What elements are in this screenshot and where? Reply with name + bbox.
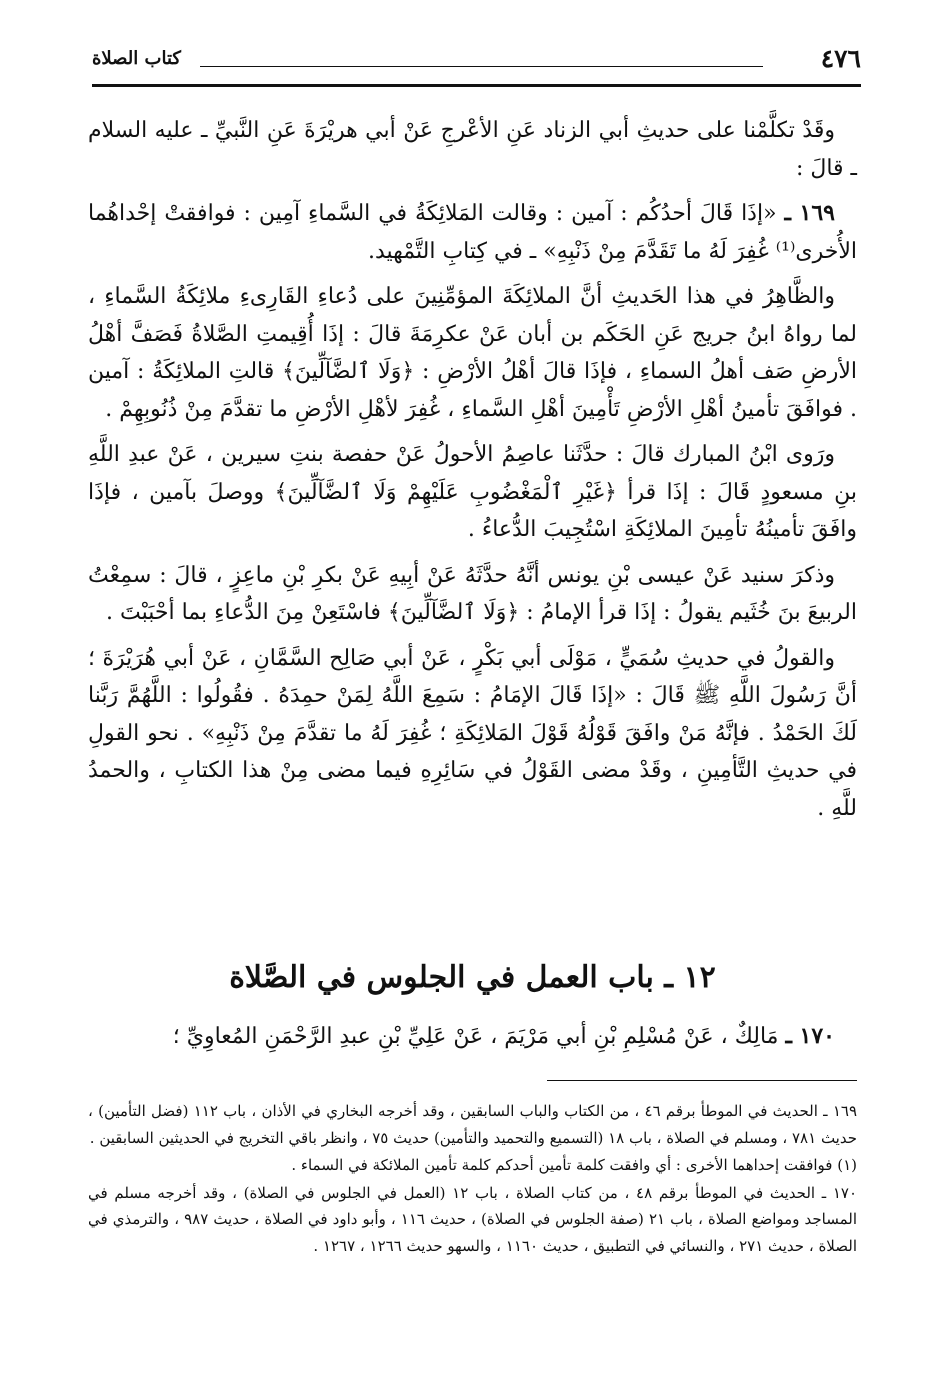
- hadith-169: [88, 195, 857, 270]
- paragraph-commentary-4: والقولُ في حديثِ سُمَيٍّ ، مَوْلَى أبي بَكْرٍ ، عَنْ أبي صَالِح السَّمَّانِ ، عَنْ أبي هُرَيْرَةَ ؛ أنَّ رَسُولَ اللَّهِ ﷺ قَالَ : «إذَا قَالَ الإمَامُ : سَمِعَ اللَّهُ لِمَنْ حمِدَهُ . فقُولُوا : اللَّهُمَّ رَبَّنا لَكَ الحَمْدُ . فإنَّهُ مَنْ وافَقَ قَوْلُهُ قَوْلَ المَلائِكَةِ ؛ غُفِرَ لَهُ ما تقدَّمَ مِنْ ذَنْبِهِ» . نحو القولِ في حديثِ التَّأمِينِ ، وقَدْ مضى القَوْلُ في سَائِرِهِ فيما مضى مِنْ هذا الكتابِ ، والحمدُ للَّهِ .: [88, 645, 857, 821]
- paragraph-commentary-2: ورَوى ابْنُ المبارك قالَ : حدَّثَنا عاصِمُ الأحولُ عَنْ حفصة بنتِ سيرين ، عَنْ عبدِ اللَّهِ بنِ مسعودٍ قَالَ : إذَا قرأ ﴿غَيْرِ ٱلْمَغْضُوبِ عَلَيْهِمْ وَلَا ٱلضَّآلِّينَ﴾ ووصلَ بآمين ، فإذَا وافَقَ تأمينُهُ تأمِينَ الملائِكَةِ اسْتُجِيبَ الدُّعاءُ .: [88, 442, 857, 542]
- footnotes: [88, 1098, 857, 1260]
- footnote-169: ١٦٩ ـ الحديث في الموطأ برقم ٤٦ ، من الكتاب والباب السابقين ، وقد أخرجه البخاري في الأذان ، باب ١١٢ (فضل التأمين) ، حديث ٧٨١ ، ومسلم في الصلاة ، باب ١٨ (التسميع والتحميد والتأمين) حديث ٧٥ ، وانظر باقي التخريج في الحديثين السابقين .: [88, 1102, 857, 1147]
- hadith-170: [88, 1018, 857, 1055]
- header-thin-rule: [200, 66, 763, 67]
- header-thick-rule: [92, 84, 861, 87]
- running-title: كتاب الصلاة: [92, 48, 181, 69]
- chapter-title: ١٢ ـ باب العمل في الجلوس في الصَّلاة: [229, 960, 716, 995]
- hadith-text: «إذَا قَالَ أحدُكُم : آمين : وقالت المَلائِكَةُ في السَّماءِ آمِين : فوافقتْ إحْداهُما الأُخرى⁽¹⁾ غُفِرَ لَهُ ما تَقَدَّمَ مِنْ ذَنْبِهِ» ـ في كِتابِ التَّمْهيد.: [88, 201, 857, 264]
- page-header: [92, 40, 861, 86]
- main-text: [88, 112, 857, 835]
- paragraph-intro: وقَدْ تكلَّمْنا على حديثِ أبي الزناد عَنِ الأعْرجِ عَنْ أبي هريْرَةَ عَنِ النَّبيِّ ـ عليه السلام ـ قالَ :: [88, 118, 857, 181]
- footnote-separator: [547, 1080, 857, 1081]
- hadith-text: مَالِكٌ ، عَنْ مُسْلِمِ بْنِ أبي مَرْيَمَ ، عَنْ عَلِيِّ بْنِ عبدِ الرَّحْمَنِ المُعاوِيِّ ؛: [172, 1024, 779, 1049]
- footnote-170: ١٧٠ ـ الحديث في الموطأ برقم ٤٨ ، من كتاب الصلاة ، باب ١٢ (العمل في الجلوس في الصلاة) ، وقد أخرجه مسلم في المساجد ومواضع الصلاة ، باب ٢١ (صفة الجلوس في الصلاة) ، حديث ١١٦ ، وأبو داود في الصلاة ، حديث ٩٨٧ ، والترمذي في الصلاة ، حديث ٢٧١ ، والنسائي في التطبيق ، حديث ١١٦٠ ، والسهو حديث ١٢٦٦ ، ١٢٦٧ .: [88, 1183, 858, 1255]
- footnote-1: (١) فوافقت إحداهما الأخرى : أي وافقت كلمة تأمين أحدكم كلمة تأمين الملائكة في السماء .: [291, 1156, 857, 1174]
- page-number: ٤٧٦: [820, 44, 861, 73]
- paragraph-commentary-3: وذكرَ سنيد عَنْ عيسى بْنِ يونس أنَّهُ حدَّثَهُ عَنْ أبِيهِ عَنْ بكرِ بْنِ ماعِزٍ ، قالَ : سمِعْتُ الربيعَ بنَ خُثَيم يقولُ : إذَا قرأ الإمامُ : ﴿وَلَا ٱلضَّآلِّينَ﴾ فاسْتَعِنْ مِنَ الدُّعاءِ بما أحْبَبْتَ .: [88, 562, 857, 625]
- hadith-number: ١٦٩ ـ: [784, 200, 835, 226]
- hadith-number: ١٧٠ ـ: [785, 1023, 835, 1049]
- paragraph-commentary-1: والظَّاهِرُ في هذا الحَديثِ أنَّ الملائِكَةَ المؤمِّنِينَ على دُعاءِ القَارِىءِ ملائِكَةُ السَّماءِ ، لما رواهُ ابنُ جريج عَنِ الحَكَم بن أبان عَنْ عكرِمَةَ قالَ : إذَا أُقِيمتِ الصَّلاةُ فَصَفَّ أهْلُ الأرضِ صَف أهلُ السماءِ ، فإذَا قالَ أهْلُ الأرْضِ : ﴿وَلَا ٱلضَّآلِّينَ﴾ قالتِ الملائِكَةُ : آمين . فوافَقَ تأمينُ أهْلِ الأرْضِ تَأْمِينَ أهْلِ السَّماءِ ، غُفِرَ لأهْلِ الأرْضِ ما تقدَّمَ مِنْ ذُنُوبِهِمْ .: [88, 284, 857, 422]
